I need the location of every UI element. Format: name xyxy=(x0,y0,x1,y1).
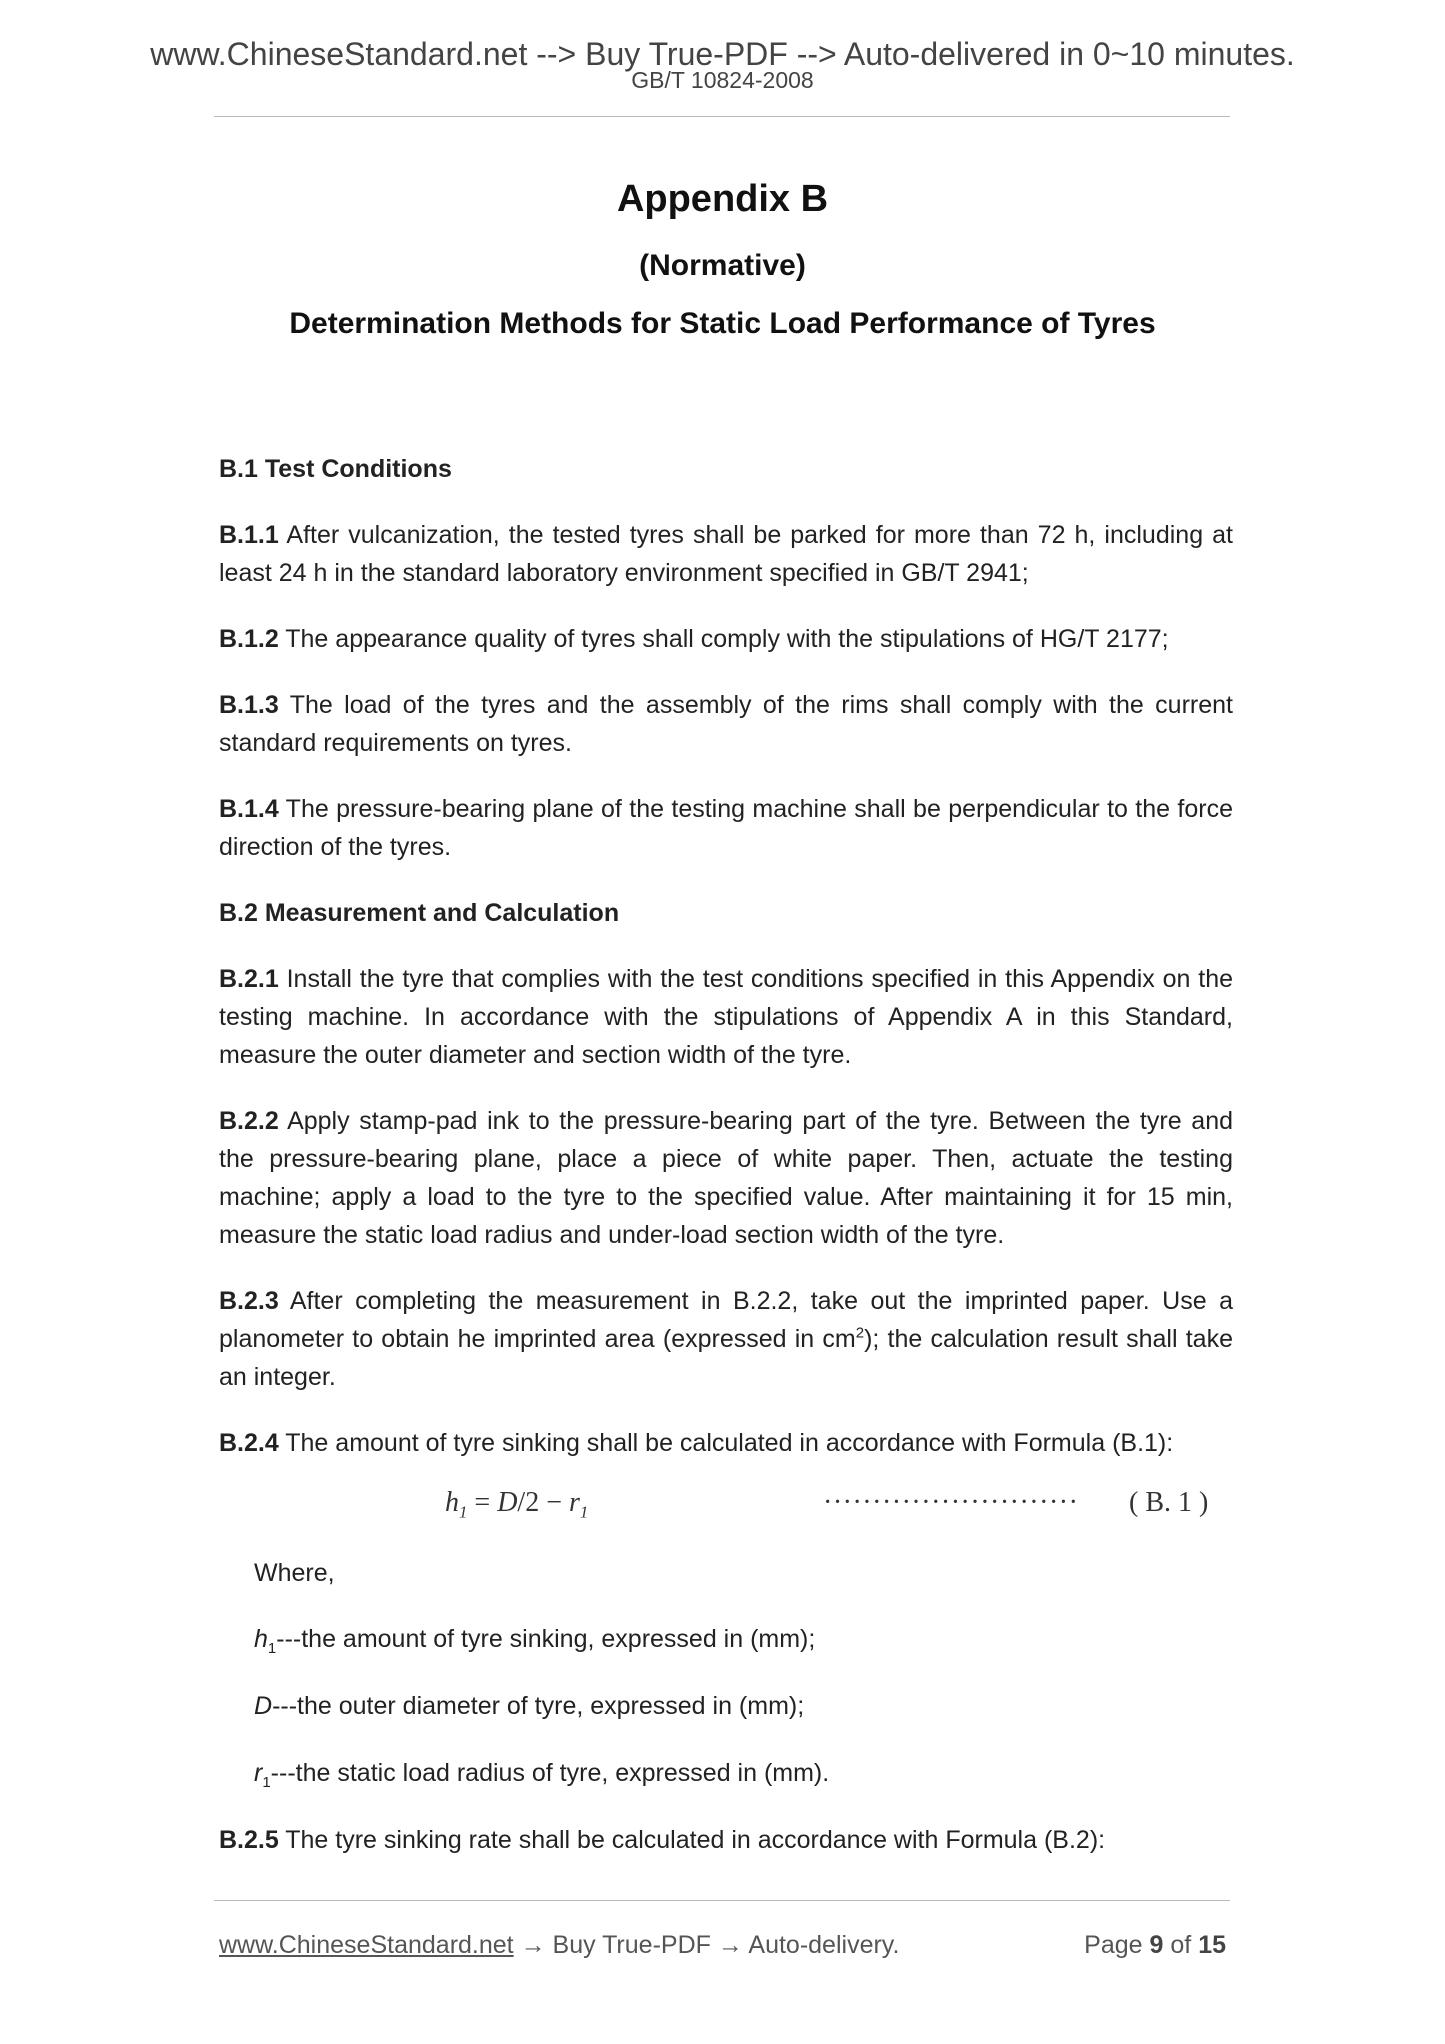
footer-tagline: → Buy True-PDF → Auto-delivery. xyxy=(513,1931,900,1959)
section-title-b1: B.1 Test Conditions xyxy=(219,455,452,483)
clause-number: B.1.3 xyxy=(219,691,279,719)
definition-d: D---the outer diameter of tyre, expressed in (mm); xyxy=(254,1692,805,1720)
clause-number: B.2.4 xyxy=(219,1429,279,1457)
clause-number: B.1.2 xyxy=(219,625,279,653)
clause-b1-3 xyxy=(219,686,1233,762)
clause-text-cont: ); the calculation result shall take an integer. xyxy=(219,1325,1233,1391)
clause-text: Install the tyre that complies with the test conditions specified in this Appendix on the testing machine. In accordance with the stipulations of Appendix A in this Standard, measure the outer diameter and section width of the tyre. xyxy=(219,965,1233,1069)
formula-b1 xyxy=(219,1484,1233,1532)
footer-site-link[interactable]: www.ChineseStandard.net xyxy=(219,1931,514,1959)
clause-number: B.2.3 xyxy=(219,1287,279,1315)
formula-number: ( B. 1 ) xyxy=(1129,1487,1209,1518)
appendix-heading: Determination Methods for Static Load Performance of Tyres xyxy=(289,307,1156,340)
page-indicator: Page 9 of 15 xyxy=(1084,1931,1226,1959)
clause-text: Apply stamp-pad ink to the pressure-bearing part of the tyre. Between the tyre and the pressure-bearing plane, place a piece of white paper. Then, actuate the testing machine; apply a load to the tyre to the specified value. After maintaining it for 15 min, measure the static load radius and under-load section width of the tyre. xyxy=(219,1107,1233,1249)
clause-b1-1 xyxy=(219,516,1233,592)
page-total: 15 xyxy=(1198,1931,1226,1959)
clause-text: After vulcanization, the tested tyres shall be parked for more than 72 h, including at least 24 h in the standard laboratory environment specified in GB/T 2941; xyxy=(219,521,1233,587)
formula-expression: $h_1 = D/2 - r_1$ xyxy=(445,1487,589,1522)
clause-text: The load of the tyres and the assembly of the rims shall comply with the current standard requirements on tyres. xyxy=(219,691,1233,757)
footer-promo xyxy=(219,1928,899,1962)
clause-b1-2 xyxy=(219,620,1233,658)
clause-b2-1 xyxy=(219,960,1233,1074)
clause-text: The amount of tyre sinking shall be calculated in accordance with Formula (B.1): xyxy=(278,1429,1174,1457)
clause-number: B.1.1 xyxy=(219,521,279,549)
clause-text: After completing the measurement in B.2.2, take out the imprinted paper. Use a planometer to obtain he imprinted area (expressed in cm xyxy=(219,1287,1233,1353)
appendix-title: Appendix B xyxy=(616,178,829,220)
clause-b2-3 xyxy=(219,1282,1233,1396)
clause-b2-2 xyxy=(219,1102,1233,1254)
definition-r1: $r_1--$-the static load radius of tyre, expressed in (mm). xyxy=(254,1759,830,1791)
site-banner: www.ChineseStandard.net --> Buy True-PDF --> Auto-delivered in 0~10 minutes. xyxy=(150,36,1295,72)
page-current: 9 xyxy=(1149,1931,1164,1959)
where-label: Where, xyxy=(254,1559,335,1587)
clause-text: The tyre sinking rate shall be calculated in accordance with Formula (B.2): xyxy=(278,1826,1106,1854)
clause-text: The pressure-bearing plane of the testing machine shall be perpendicular to the force direction of the tyres. xyxy=(219,795,1233,861)
clause-number: B.1.4 xyxy=(219,795,279,823)
clause-number: B.2.5 xyxy=(219,1826,279,1854)
document-body xyxy=(219,450,1233,1887)
superscript: 2 xyxy=(855,1324,865,1342)
section-title-b2: B.2 Measurement and Calculation xyxy=(219,899,620,927)
clause-text: The appearance quality of tyres shall comply with the stipulations of HG/T 2177; xyxy=(278,625,1169,653)
header-divider xyxy=(214,116,1230,117)
clause-b1-4 xyxy=(219,790,1233,866)
standard-code: GB/T 10824-2008 xyxy=(631,67,814,93)
definition-h1: $h_1--$-the amount of tyre sinking, expressed in (mm); xyxy=(254,1625,816,1657)
footer-divider xyxy=(214,1900,1230,1901)
clause-number: B.2.1 xyxy=(219,965,279,993)
formula-leader-dots: ·························· xyxy=(823,1487,1079,1518)
clause-b2-4 xyxy=(219,1424,1233,1462)
clause-b2-5 xyxy=(219,1821,1233,1859)
clause-number: B.2.2 xyxy=(219,1107,279,1135)
appendix-subtitle: (Normative) xyxy=(639,249,806,282)
